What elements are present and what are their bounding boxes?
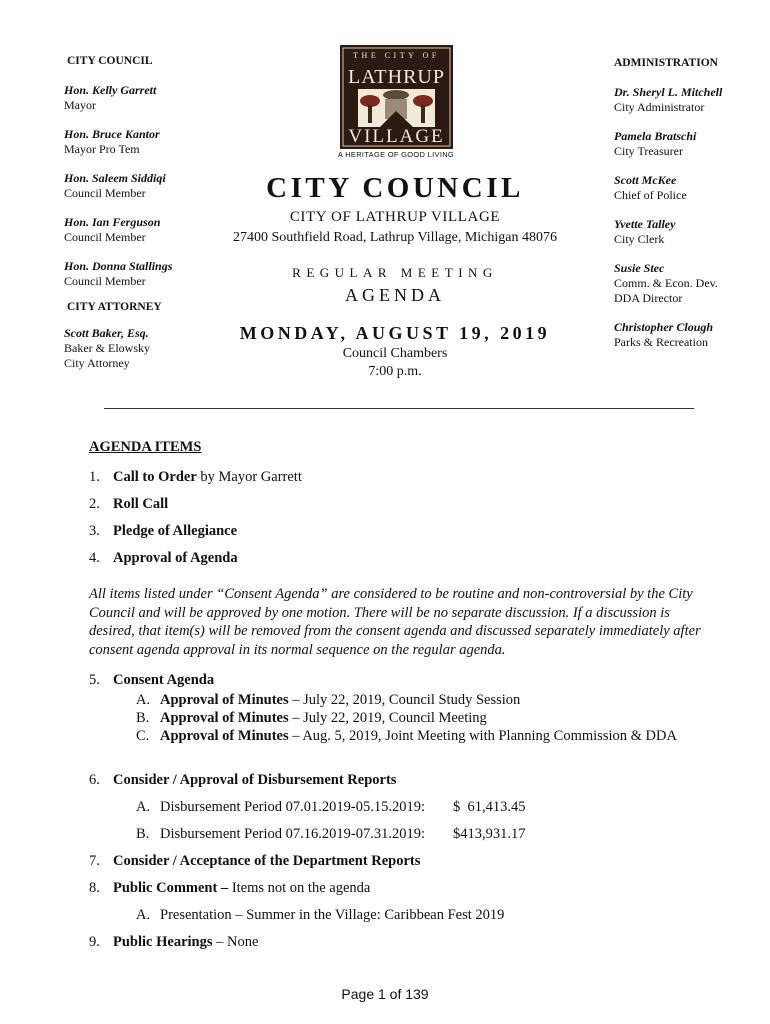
item-label: Roll Call [113, 496, 169, 512]
meeting-type: REGULAR MEETING [292, 265, 498, 280]
staff-member [614, 173, 764, 203]
sub-item-letter: A. [136, 907, 151, 923]
agenda-item [89, 469, 719, 496]
agenda-item [89, 496, 719, 523]
agenda-items-heading: AGENDA ITEMS [89, 439, 202, 455]
item-detail: Items not on the agenda [228, 880, 371, 896]
item-number: 3. [89, 523, 100, 539]
member-title: Mayor [64, 98, 96, 112]
sub-item-letter: B. [136, 710, 150, 726]
sub-item-letter: A. [136, 799, 151, 815]
sub-item-detail: – July 22, 2019, Council Meeting [288, 710, 487, 726]
logo-word-lathrup: LATHRUP [347, 66, 446, 88]
item-label: Public Hearings [113, 934, 213, 950]
staff-title: Chief of Police [614, 188, 687, 202]
meeting-location: Council Chambers [342, 346, 448, 361]
city-logo [340, 45, 453, 149]
staff-name: Susie Stec [614, 261, 665, 275]
member-name: Hon. Kelly Garrett [64, 83, 157, 97]
sub-item-detail: – July 22, 2019, Council Study Session [288, 692, 521, 708]
staff-title: City Administrator [614, 100, 705, 114]
staff-title: City Clerk [614, 232, 665, 246]
attorney-firm: Baker & Elowsky [64, 341, 150, 355]
member-title: Council Member [64, 186, 146, 200]
item-label: Pledge of Allegiance [113, 523, 238, 539]
disbursement-row [89, 826, 719, 853]
item-number: 6. [89, 772, 100, 788]
staff-member [614, 217, 764, 247]
staff-name: Pamela Bratschi [614, 129, 697, 143]
document-type: AGENDA [345, 285, 445, 305]
meeting-date: MONDAY, AUGUST 19, 2019 [239, 323, 551, 343]
city-council-heading: CITY COUNCIL [67, 55, 153, 67]
administration-roster [614, 56, 764, 364]
divider [104, 408, 694, 409]
agenda-item [89, 934, 719, 961]
city-address: 27400 Southfield Road, Lathrup Village, Michigan 48076 [233, 230, 557, 245]
item-label: Consider / Acceptance of the Department Reports [113, 853, 421, 869]
member-name: Hon. Ian Ferguson [64, 215, 161, 229]
administration-heading: ADMINISTRATION [614, 57, 718, 69]
meeting-time: 7:00 p.m. [368, 364, 422, 379]
staff-member [614, 320, 764, 350]
staff-name: Yvette Talley [614, 217, 676, 231]
item-label: Call to Order [113, 469, 197, 485]
sub-item [89, 727, 719, 745]
item-label: Approval of Agenda [113, 550, 238, 566]
agenda-item [89, 550, 719, 577]
item-number: 1. [89, 469, 100, 485]
item-detail: by Mayor Garrett [196, 469, 302, 485]
staff-title: Parks & Recreation [614, 335, 708, 349]
page-title: CITY COUNCIL [266, 172, 524, 204]
member-name: Hon. Saleem Siddiqi [64, 171, 166, 185]
sub-item-letter: B. [136, 826, 150, 842]
member-name: Hon. Bruce Kantor [64, 127, 160, 141]
sub-item-label: Approval of Minutes [160, 710, 289, 726]
member-title: Council Member [64, 274, 146, 288]
attorney-name: Scott Baker, Esq. [64, 326, 149, 340]
item-number: 4. [89, 550, 100, 566]
item-number: 7. [89, 853, 100, 869]
agenda-body [89, 439, 719, 961]
attorney-title: City Attorney [64, 356, 130, 370]
sub-item-text: Presentation – Summer in the Village: Caribbean Fest 2019 [160, 907, 505, 923]
item-number: 9. [89, 934, 100, 950]
sub-item-label: Approval of Minutes [160, 728, 289, 744]
item-detail: – None [212, 934, 259, 950]
item-label: Consent Agenda [113, 672, 215, 688]
item-number: 2. [89, 496, 100, 512]
agenda-item [89, 853, 719, 880]
sub-item [89, 907, 719, 934]
agenda-item [89, 672, 719, 691]
member-title: Council Member [64, 230, 146, 244]
agenda-item [89, 880, 719, 907]
disbursement-period: Disbursement Period 07.16.2019-07.31.2019: [160, 826, 426, 842]
logo-tagline: A HERITAGE OF GOOD LIVING [337, 150, 455, 159]
meeting-location-time [230, 345, 560, 381]
staff-member [614, 261, 764, 306]
sub-item [89, 709, 719, 727]
member-name: Hon. Donna Stallings [64, 259, 173, 273]
member-title: Mayor Pro Tem [64, 142, 140, 156]
item-number: 8. [89, 880, 100, 896]
disbursement-amount: $ 61,413.45 [453, 799, 526, 815]
staff-member [614, 129, 764, 159]
sub-item-letter: C. [136, 728, 150, 744]
consent-agenda-note: All items listed under “Consent Agenda” are considered to be routine and non-controversial by the City Council and will be approved by one motion. There will be no separate discussion. If a discussion is desired, that item(s) will be removed from the consent agenda and discussed separately immediately after consent agenda approval in its normal sequence on the regular agenda. [89, 586, 701, 658]
item-label: Consider / Approval of Disbursement Reports [113, 772, 397, 788]
sub-item [89, 691, 719, 709]
agenda-item [89, 523, 719, 550]
sub-item-label: Approval of Minutes [160, 692, 289, 708]
staff-name: Scott McKee [614, 173, 677, 187]
disbursement-amount: $413,931.17 [453, 826, 526, 842]
city-attorney-heading: CITY ATTORNEY [67, 301, 162, 313]
disbursement-row [89, 799, 719, 826]
staff-name: Christopher Clough [614, 320, 714, 334]
agenda-item [89, 772, 719, 799]
council-member [64, 83, 264, 113]
logo-word-village: VILLAGE [348, 126, 445, 147]
item-number: 5. [89, 672, 100, 688]
staff-name: Dr. Sheryl L. Mitchell [614, 85, 723, 99]
item-label: Public Comment – [113, 880, 229, 896]
staff-member [614, 85, 764, 115]
city-name: CITY OF LATHRUP VILLAGE [289, 209, 501, 225]
page-number: Page 1 of 139 [341, 986, 429, 1002]
logo-top-text: THE CITY OF [353, 51, 440, 60]
staff-title: Comm. & Econ. Dev. [614, 276, 718, 290]
sub-item-letter: A. [136, 692, 151, 708]
staff-title-2: DDA Director [614, 291, 683, 305]
staff-title: City Treasurer [614, 144, 683, 158]
sub-item-detail: – Aug. 5, 2019, Joint Meeting with Planning Commission & DDA [288, 728, 677, 744]
disbursement-period: Disbursement Period 07.01.2019-05.15.2019: [160, 799, 426, 815]
council-member [64, 127, 264, 157]
